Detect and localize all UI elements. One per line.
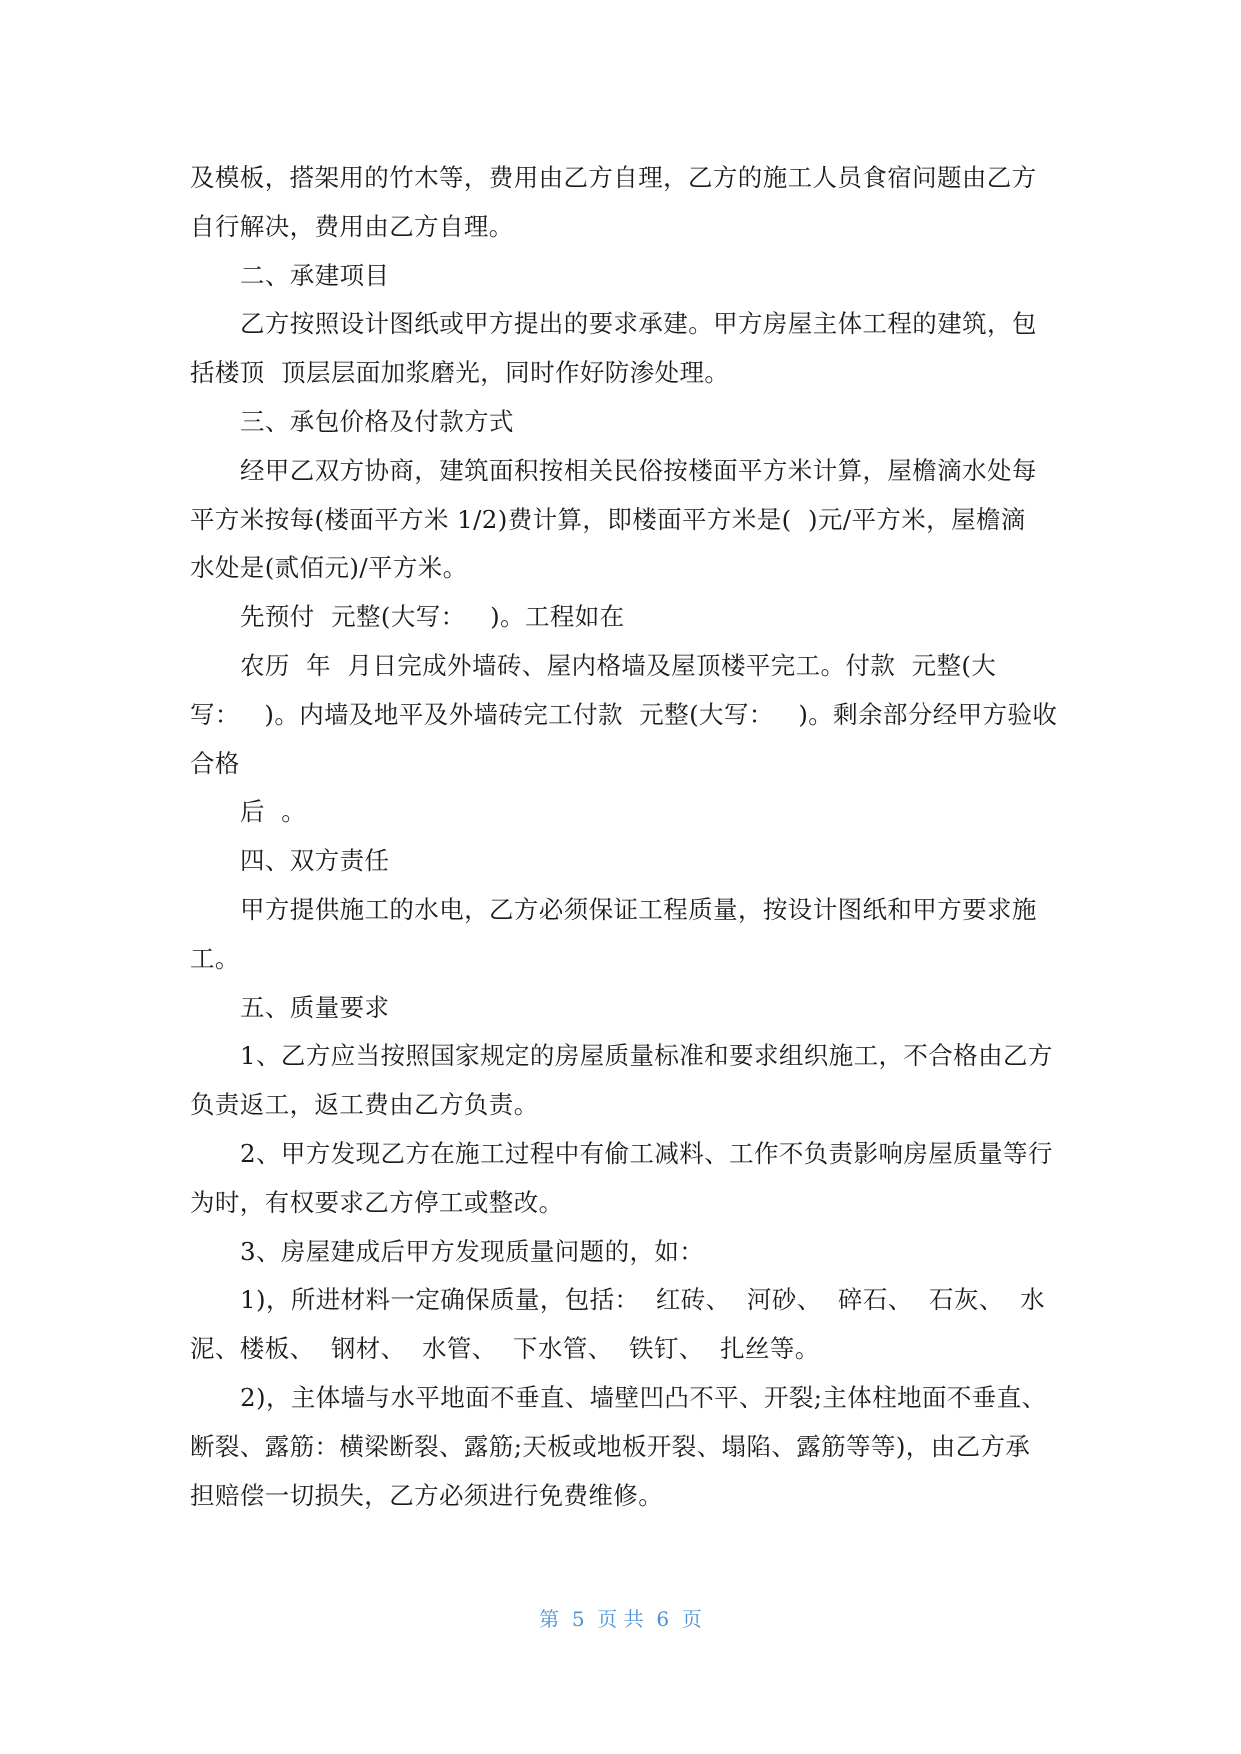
- text-line: 1)，所进材料一定确保质量，包括： 红砖、 河砂、 碎石、 石灰、 水: [240, 1285, 1046, 1315]
- text-line: 水处是(贰佰元)/平方米。: [190, 553, 468, 583]
- text-line: 2、甲方发现乙方在施工过程中有偷工减料、工作不负责影响房屋质量等行: [240, 1138, 1053, 1168]
- text-line: 写： )。内墙及地平及外墙砖完工付款 元整(大写： )。剩余部分经甲方验收: [190, 699, 1058, 729]
- text-line: 括楼顶 顶层层面加浆磨光，同时作好防渗处理。: [190, 358, 730, 388]
- text-line: 自行解决，费用由乙方自理。: [190, 211, 514, 241]
- text-line: 工。: [190, 943, 240, 973]
- text-line: 经甲乙双方协商，建筑面积按相关民俗按楼面平方米计算，屋檐滴水处每: [240, 455, 1037, 485]
- text-line: 乙方按照设计图纸或甲方提出的要求承建。甲方房屋主体工程的建筑，包: [240, 309, 1037, 339]
- document-body: [190, 154, 1060, 1520]
- page-number-footer: 第 5 页 共 6 页: [539, 1607, 702, 1631]
- text-line: 3、房屋建成后甲方发现质量问题的，如：: [240, 1236, 705, 1266]
- text-line: 及模板，搭架用的竹木等，费用由乙方自理，乙方的施工人员食宿问题由乙方: [190, 163, 1037, 192]
- text-line: 后 。: [240, 797, 307, 827]
- text-line: 二、承建项目: [240, 260, 390, 290]
- text-line: 农历 年 月日完成外墙砖、屋内格墙及屋顶楼平完工。付款 元整(大: [240, 650, 997, 680]
- text-line: 三、承包价格及付款方式: [240, 406, 514, 436]
- text-line: 甲方提供施工的水电，乙方必须保证工程质量，按设计图纸和甲方要求施: [240, 894, 1037, 924]
- text-line: 2)，主体墙与水平地面不垂直、墙壁凹凸不平、开裂;主体柱地面不垂直、: [240, 1382, 1047, 1412]
- text-line: 合格: [190, 748, 240, 778]
- text-line: 四、双方责任: [240, 846, 390, 876]
- text-line: 1、乙方应当按照国家规定的房屋质量标准和要求组织施工，不合格由乙方: [240, 1041, 1053, 1071]
- text-line: 负责返工，返工费由乙方负责。: [190, 1090, 539, 1120]
- text-line: 为时，有权要求乙方停工或整改。: [190, 1187, 564, 1217]
- text-line: 平方米按每(楼面平方米 1/2)费计算，即楼面平方米是( )元/平方米，屋檐滴: [190, 504, 1026, 534]
- text-line: 断裂、露筋：横梁断裂、露筋;天板或地板开裂、塌陷、露筋等等)，由乙方承: [190, 1431, 1031, 1461]
- text-line: 先预付 元整(大写： )。工程如在: [240, 602, 625, 632]
- text-line: 担赔偿一切损失，乙方必须进行免费维修。: [190, 1480, 664, 1510]
- text-line: 泥、楼板、 钢材、 水管、 下水管、 铁钉、 扎丝等。: [190, 1334, 820, 1364]
- text-line: 五、质量要求: [240, 992, 390, 1022]
